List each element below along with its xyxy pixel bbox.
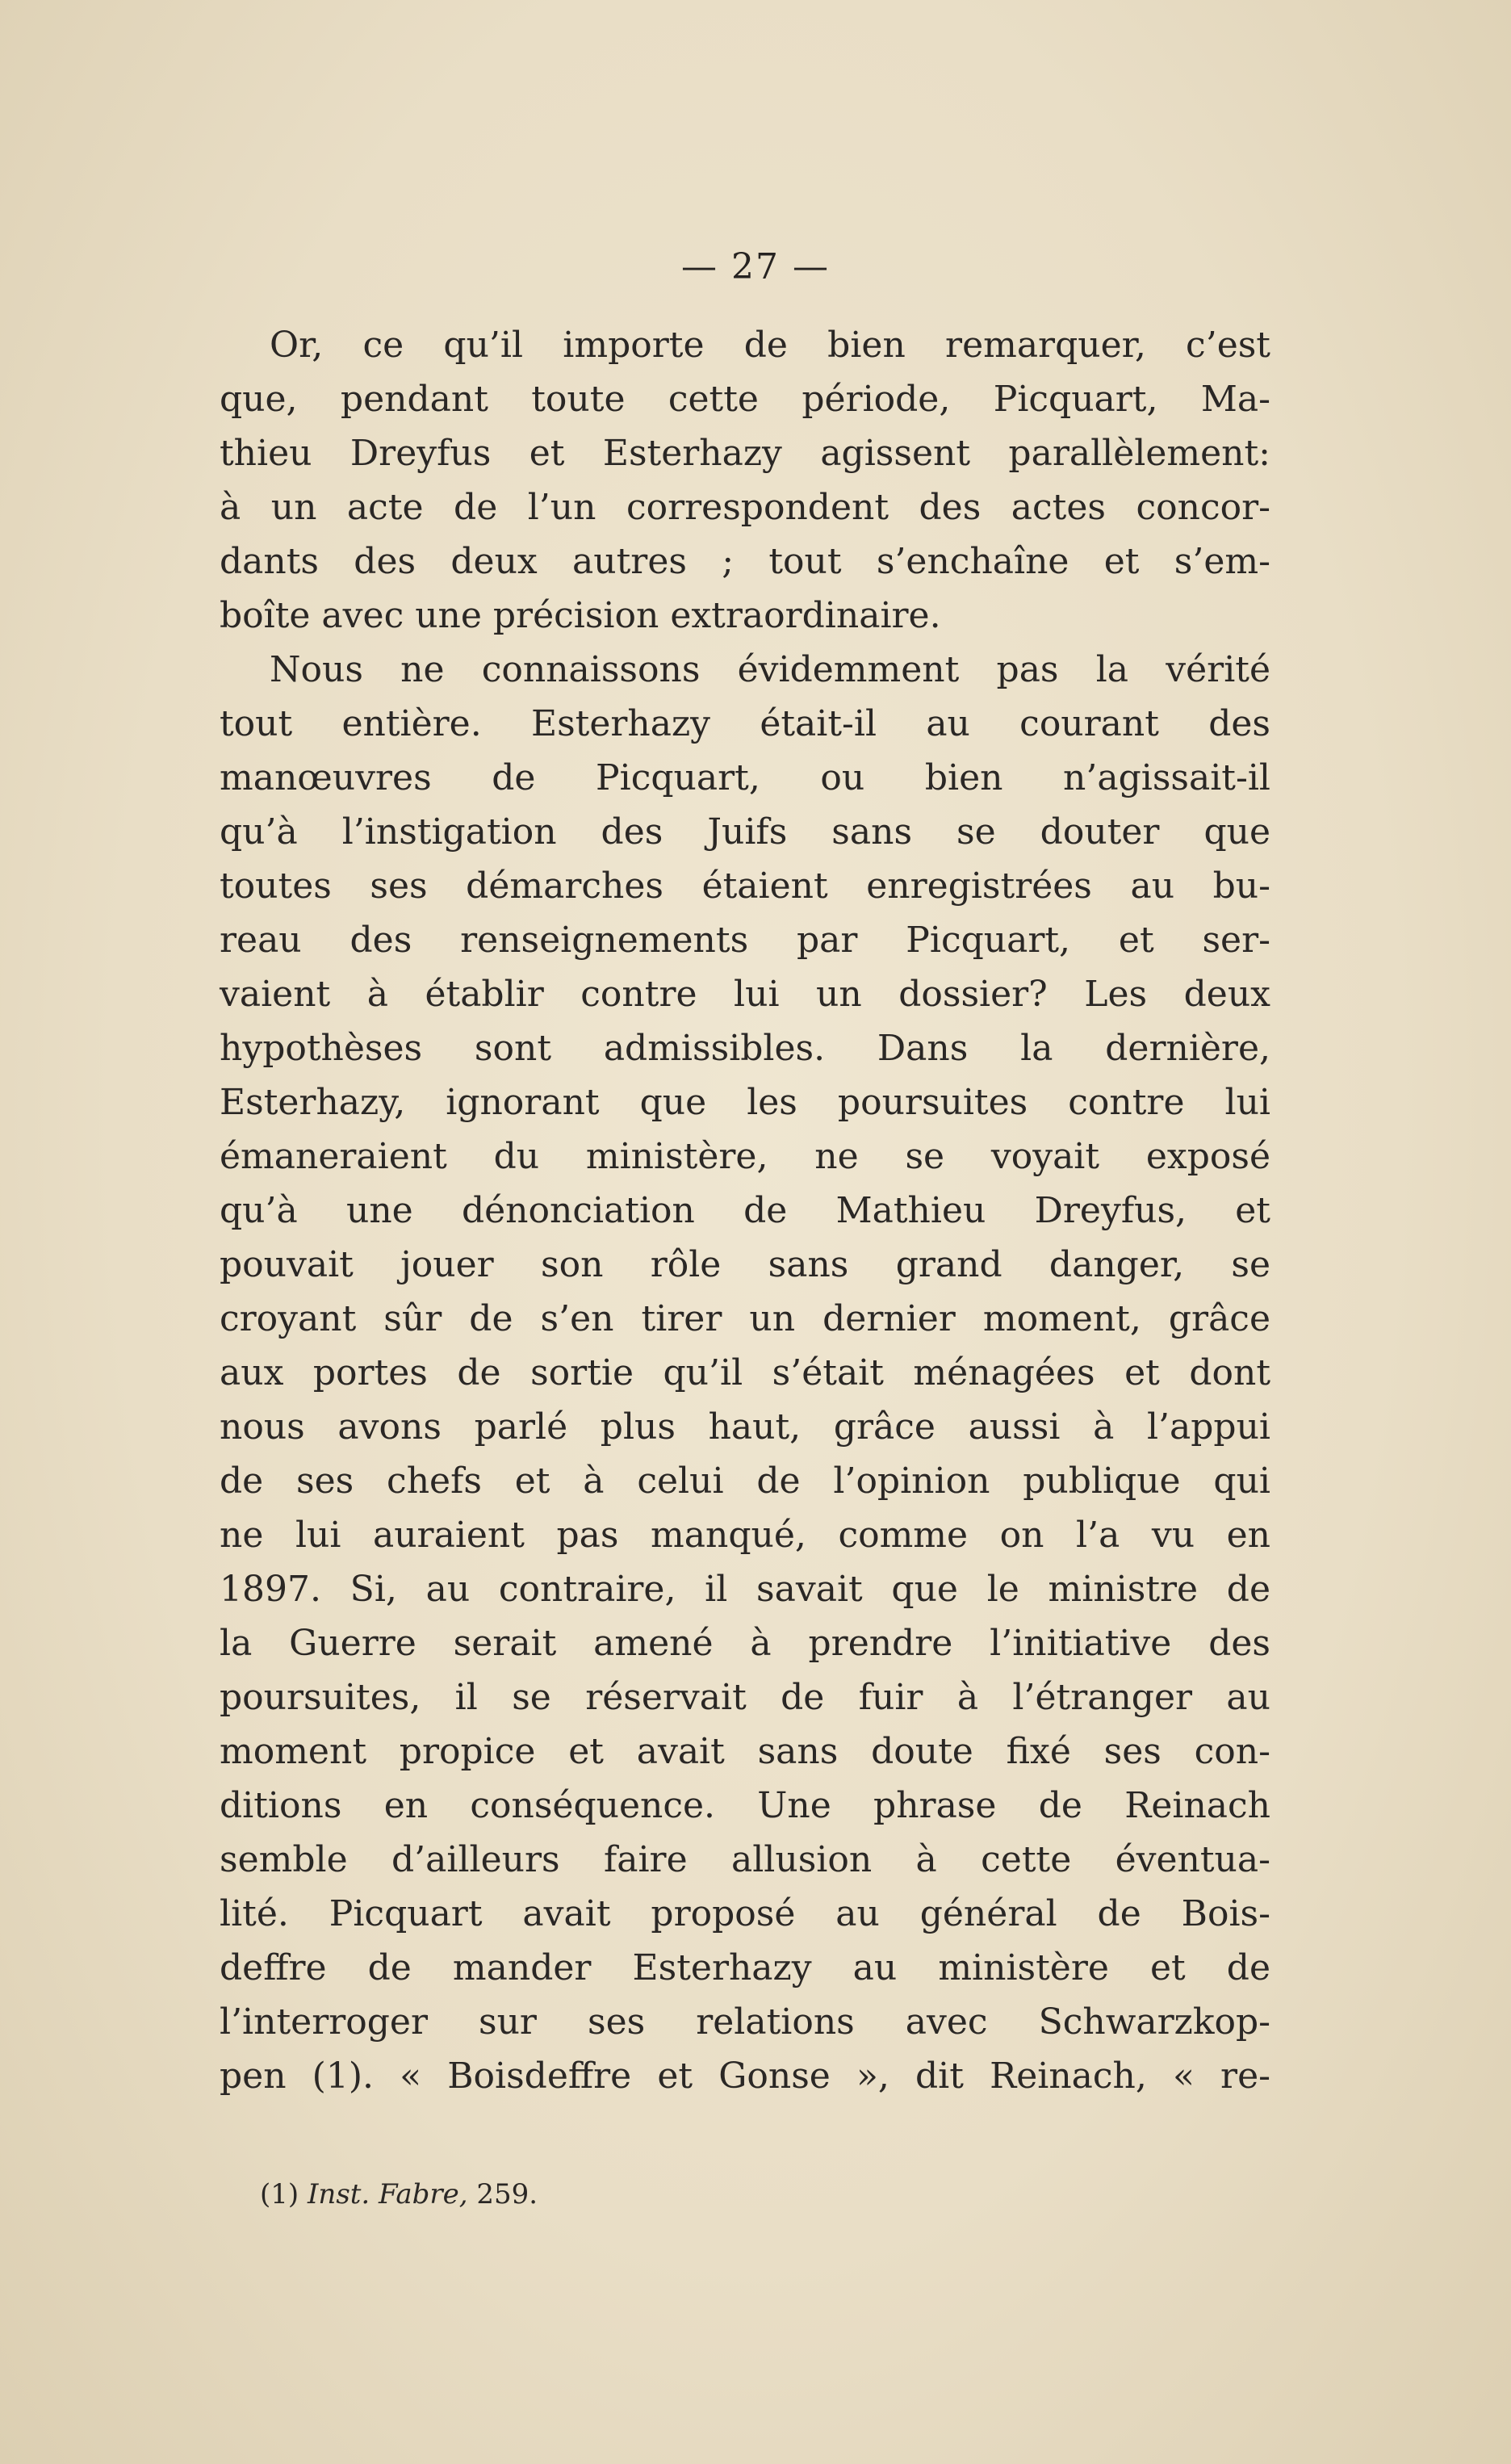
text-line: boîte avec une précision extraordinaire. [220, 595, 941, 636]
text-line: poursuites, il se réservait de fuir à l’étranger au [220, 1677, 1270, 1718]
footnote-source: Inst. Fabre, [307, 2178, 468, 2210]
text-line: qu’à une dénonciation de Mathieu Dreyfus, et [220, 1190, 1270, 1231]
text-line: hypothèses sont admissibles. Dans la dernière, [220, 1028, 1270, 1069]
text-line: de ses chefs et à celui de l’opinion publique qui [220, 1460, 1270, 1502]
footnote-page-ref: 259. [476, 2178, 538, 2210]
text-line: thieu Dreyfus et Esterhazy agissent parallèlement: [220, 433, 1270, 474]
text-line: reau des renseignements par Picquart, et ser- [220, 920, 1270, 961]
text-line: nous avons parlé plus haut, grâce aussi à l’appui [220, 1406, 1270, 1448]
text-line: 1897. Si, au contraire, il savait que le ministre de [220, 1569, 1270, 1610]
text-line: émaneraient du ministère, ne se voyait exposé [220, 1136, 1270, 1177]
text-line: la Guerre serait amené à prendre l’initiative des [220, 1623, 1270, 1664]
text-line: lité. Picquart avait proposé au général de Bois- [220, 1893, 1270, 1934]
text-line: dants des deux autres ; tout s’enchaîne et s’em- [220, 541, 1270, 582]
text-line: pen (1). « Boisdeffre et Gonse », dit Reinach, « re- [220, 2055, 1270, 2097]
footnote [260, 2172, 906, 2217]
text-line: qu’à l’instigation des Juifs sans se douter que [220, 811, 1270, 853]
text-line: que, pendant toute cette période, Picquart, Ma- [220, 379, 1270, 420]
text-line: ne lui auraient pas manqué, comme on l’a vu en [220, 1515, 1270, 1556]
text-line: moment propice et avait sans doute fixé ses con- [220, 1731, 1270, 1772]
text-line: Nous ne connaissons évidemment pas la vérité [270, 649, 1270, 690]
text-line: ditions en conséquence. Une phrase de Reinach [220, 1785, 1270, 1826]
text-line: l’interroger sur ses relations avec Schwarzkop- [220, 2001, 1270, 2043]
text-line: croyant sûr de s’en tirer un dernier moment, grâce [220, 1298, 1270, 1339]
page-number: — 27 — [681, 246, 830, 287]
text-line: Esterhazy, ignorant que les poursuites contre lui [220, 1082, 1270, 1123]
text-line: tout entière. Esterhazy était-il au courant des [220, 703, 1270, 744]
text-line: à un acte de l’un correspondent des actes concor- [220, 487, 1270, 528]
footnote-marker: (1) [260, 2178, 299, 2210]
text-line: manœuvres de Picquart, ou bien n’agissait-il [220, 757, 1270, 798]
text-line: vaient à établir contre lui un dossier? Les deux [220, 974, 1270, 1015]
text-line: deffre de mander Esterhazy au ministère et de [220, 1947, 1270, 1988]
text-line: pouvait jouer son rôle sans grand danger, se [220, 1244, 1270, 1285]
text-line: aux portes de sortie qu’il s’était ménagées et dont [220, 1352, 1270, 1393]
text-line: toutes ses démarches étaient enregistrées au bu- [220, 865, 1270, 907]
text-line: semble d’ailleurs faire allusion à cette éventua- [220, 1839, 1270, 1880]
text-line: Or, ce qu’il importe de bien remarquer, c’est [270, 325, 1270, 366]
